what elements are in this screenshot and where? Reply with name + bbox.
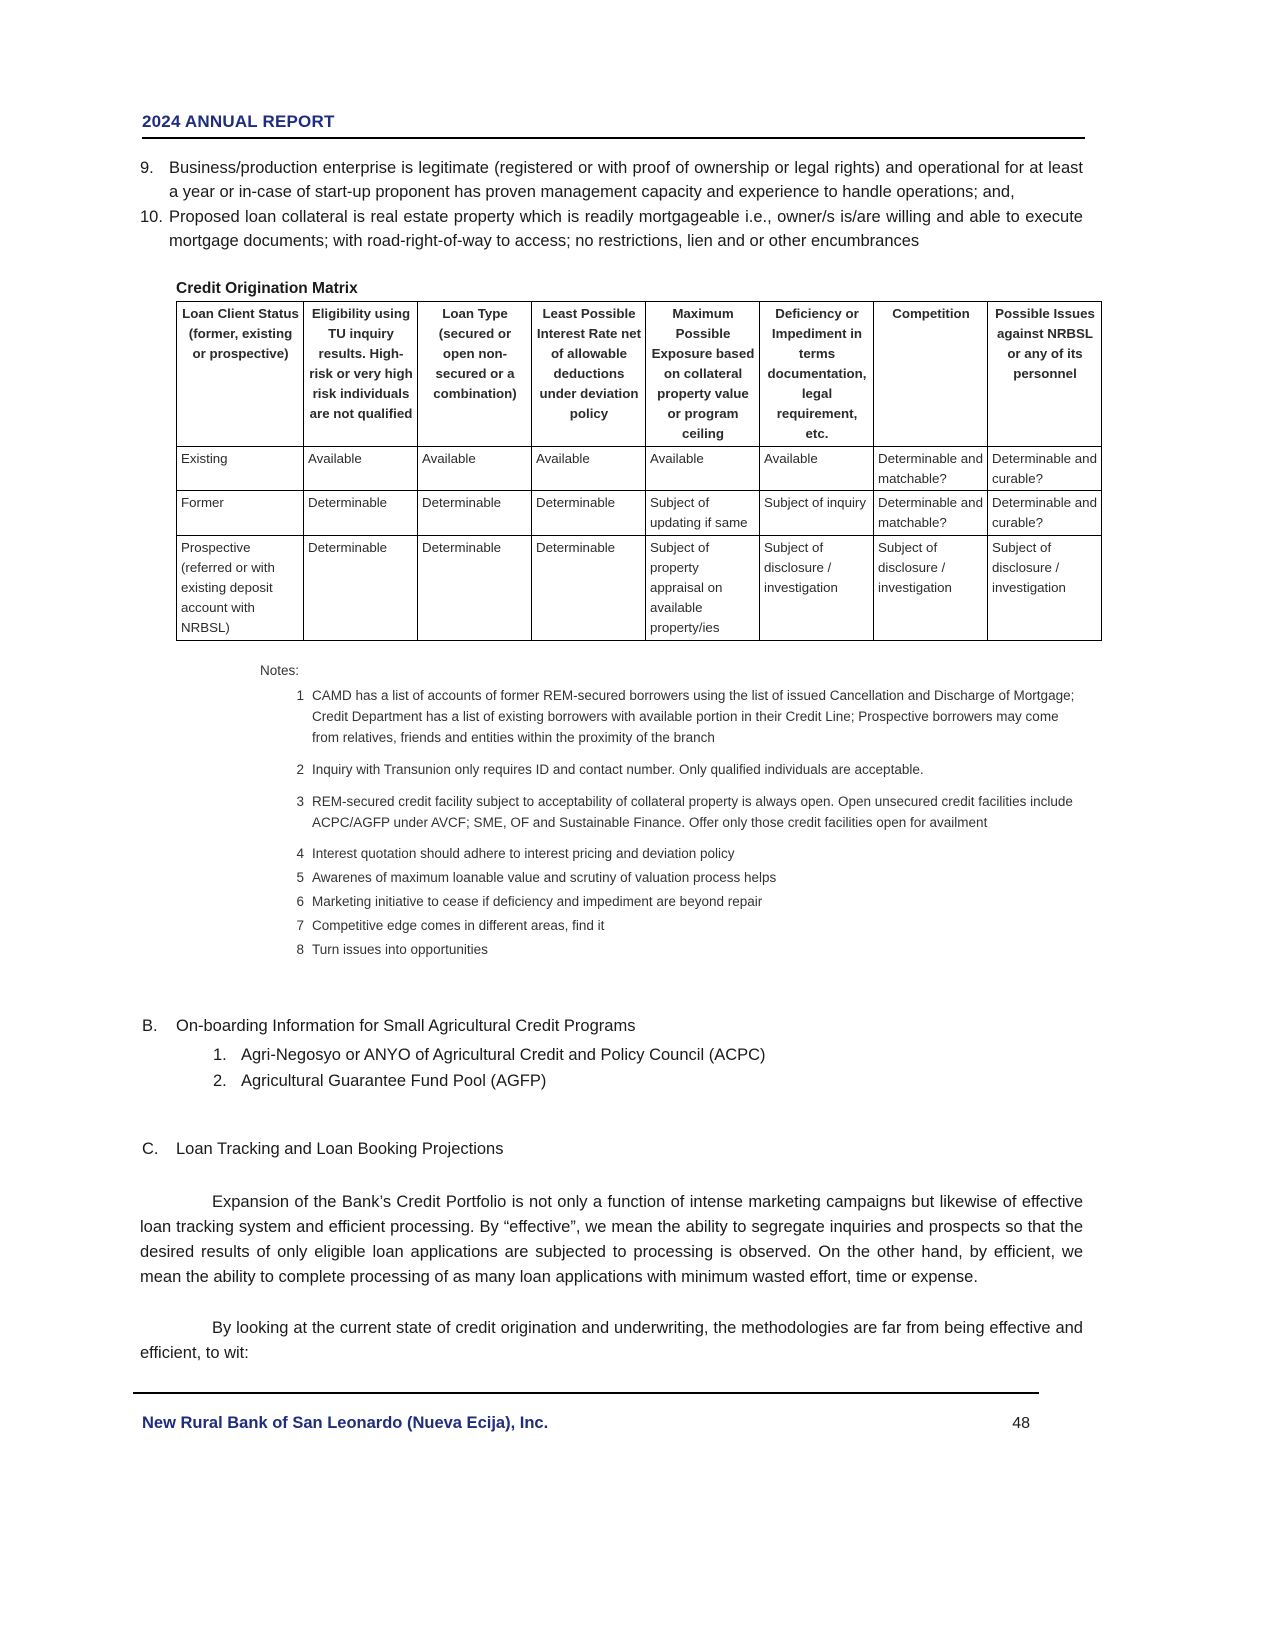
page-footer — [142, 1414, 1030, 1433]
note-7-number: 7 — [296, 918, 304, 934]
col-header-eligibility: Eligibility using TU inquiry results. High-risk or very high risk individuals are not qualified — [304, 302, 418, 447]
col-header-competition: Competition — [874, 302, 988, 447]
cell: Subject of disclosure / investigation — [760, 536, 874, 641]
note-6-number: 6 — [296, 894, 304, 910]
cell: Available — [532, 446, 646, 491]
note-3-text: REM-secured credit facility subject to acceptability of collateral property is always open. Open unsecured credit facilities include ACPC/AGFP under AVCF; SME, OF and Sustainable Finance. Offer only those credit facilities open for availment — [312, 793, 1073, 830]
note-2-text: Inquiry with Transunion only requires ID and contact number. Only qualified individuals are acceptable. — [312, 761, 924, 777]
footer-rule — [133, 1392, 1039, 1394]
cell: Existing — [177, 446, 304, 491]
note-7-text: Competitive edge comes in different areas, find it — [312, 918, 605, 934]
credit-origination-matrix-block — [176, 280, 1102, 641]
criteria-list — [140, 156, 1083, 253]
note-5-number: 5 — [296, 870, 304, 886]
cell: Determinable — [418, 536, 532, 641]
cell: Determinable — [304, 536, 418, 641]
note-1-number: 1 — [296, 687, 304, 703]
section-b-title: On-boarding Information for Small Agricultural Credit Programs — [176, 1017, 636, 1036]
note-4-text: Interest quotation should adhere to interest pricing and deviation policy — [312, 846, 735, 862]
table-row-former — [177, 491, 1102, 536]
note-4 — [292, 844, 1084, 865]
cell: Determinable — [532, 491, 646, 536]
section-c-label: C. — [142, 1140, 159, 1159]
col-header-loan-client-status: Loan Client Status (former, existing or prospective) — [177, 302, 304, 447]
cell: Available — [304, 446, 418, 491]
note-4-number: 4 — [296, 846, 304, 862]
cell: Determinable and matchable? — [874, 446, 988, 491]
section-b-item-2 — [213, 1069, 1275, 1095]
section-b-label: B. — [142, 1017, 158, 1036]
cell: Determinable — [532, 536, 646, 641]
cell: Determinable — [418, 491, 532, 536]
note-7 — [292, 916, 1084, 937]
cell: Former — [177, 491, 304, 536]
cell: Available — [418, 446, 532, 491]
note-8-number: 8 — [296, 942, 304, 958]
list-item-9 — [140, 156, 1083, 205]
list-item-10-number: 10. — [140, 207, 163, 226]
cell: Determinable and curable? — [988, 446, 1102, 491]
table-title: Credit Origination Matrix — [176, 280, 358, 297]
note-8 — [292, 940, 1084, 961]
cell: Available — [646, 446, 760, 491]
cell: Determinable and curable? — [988, 491, 1102, 536]
credit-origination-matrix-table — [176, 301, 1102, 641]
note-6-text: Marketing initiative to cease if deficiency and impediment are beyond repair — [312, 894, 763, 910]
table-row-prospective — [177, 536, 1102, 641]
cell: Prospective (referred or with existing deposit account with NRBSL) — [177, 536, 304, 641]
footer-page-number: 48 — [1012, 1415, 1030, 1432]
section-b-item-2-number: 2. — [213, 1071, 227, 1090]
paragraph-current-state: By looking at the current state of credit origination and underwriting, the methodologies are far from being effective and efficient, to wit: — [140, 1319, 1083, 1363]
list-item-9-text: Business/production enterprise is legitimate (registered or with proof of ownership or legal rights) and operational for at least a year or in-case of start-up proponent has proven management capacity and experience to handle operations; and, — [169, 159, 1083, 202]
table-row-existing — [177, 446, 1102, 491]
page-title: 2024 ANNUAL REPORT — [142, 112, 335, 131]
note-3 — [292, 792, 1084, 834]
cell: Subject of disclosure / investigation — [874, 536, 988, 641]
cell: Subject of inquiry — [760, 491, 874, 536]
cell: Determinable — [304, 491, 418, 536]
list-item-10 — [140, 205, 1083, 254]
note-2 — [292, 760, 1084, 781]
cell: Available — [760, 446, 874, 491]
footer-bank-name: New Rural Bank of San Leonardo (Nueva Ecija), Inc. — [142, 1414, 549, 1432]
col-header-loan-type: Loan Type (secured or open non-secured or a combination) — [418, 302, 532, 447]
col-header-max-exposure: Maximum Possible Exposure based on collateral property value or program ceiling — [646, 302, 760, 447]
section-b-list — [213, 1043, 1275, 1094]
note-8-text: Turn issues into opportunities — [312, 942, 488, 958]
section-b-item-1-text: Agri-Negosyo or ANYO of Agricultural Credit and Policy Council (ACPC) — [241, 1045, 766, 1064]
note-1-text: CAMD has a list of accounts of former REM-secured borrowers using the list of issued Cancellation and Discharge of Mortgage; Credit Department has a list of existing borrowers with available portion in their Credit Line; Prospective borrowers may come from relatives, friends and entities within the proximity of the branch — [312, 687, 1075, 745]
page-header — [142, 112, 1085, 139]
notes-block — [260, 661, 1084, 961]
notes-label: Notes: — [260, 663, 300, 678]
table-header-row — [177, 302, 1102, 447]
note-3-number: 3 — [296, 793, 304, 809]
cell: Subject of updating if same — [646, 491, 760, 536]
paragraph-expansion: Expansion of the Bank’s Credit Portfolio is not only a function of intense marketing campaigns but likewise of effective loan tracking system and efficient processing. By “effective”, we mean the ability to segregate inquiries and prospects so that the desired results of only eligible loan applications are subjected to processing is observed. On the other hand, by efficient, we mean the ability to complete processing of as many loan applications with minimum wasted effort, time or expense. — [140, 1193, 1083, 1287]
col-header-possible-issues: Possible Issues against NRBSL or any of its personnel — [988, 302, 1102, 447]
list-item-9-number: 9. — [140, 159, 154, 177]
col-header-interest-rate: Least Possible Interest Rate net of allowable deductions under deviation policy — [532, 302, 646, 447]
section-c-title: Loan Tracking and Loan Booking Projections — [176, 1140, 504, 1159]
note-5-text: Awarenes of maximum loanable value and scrutiny of valuation process helps — [312, 870, 777, 886]
cell: Determinable and matchable? — [874, 491, 988, 536]
note-5 — [292, 868, 1084, 889]
section-b-item-2-text: Agricultural Guarantee Fund Pool (AGFP) — [241, 1071, 547, 1090]
note-1 — [292, 686, 1084, 749]
section-b-heading — [142, 1015, 1275, 1039]
section-c-heading — [142, 1138, 1275, 1162]
section-b-item-1 — [213, 1043, 1275, 1069]
cell: Subject of property appraisal on available property/ies — [646, 536, 760, 641]
section-b-item-1-number: 1. — [213, 1045, 227, 1064]
col-header-deficiency: Deficiency or Impediment in terms documentation, legal requirement, etc. — [760, 302, 874, 447]
list-item-10-text: Proposed loan collateral is real estate property which is readily mortgageable i.e., owner/s is/are willing and able to execute mortgage documents; with road-right-of-way to access; no restrictions, lien and or other encumbrances — [169, 207, 1083, 250]
note-2-number: 2 — [296, 761, 304, 777]
cell: Subject of disclosure / investigation — [988, 536, 1102, 641]
note-6 — [292, 892, 1084, 913]
